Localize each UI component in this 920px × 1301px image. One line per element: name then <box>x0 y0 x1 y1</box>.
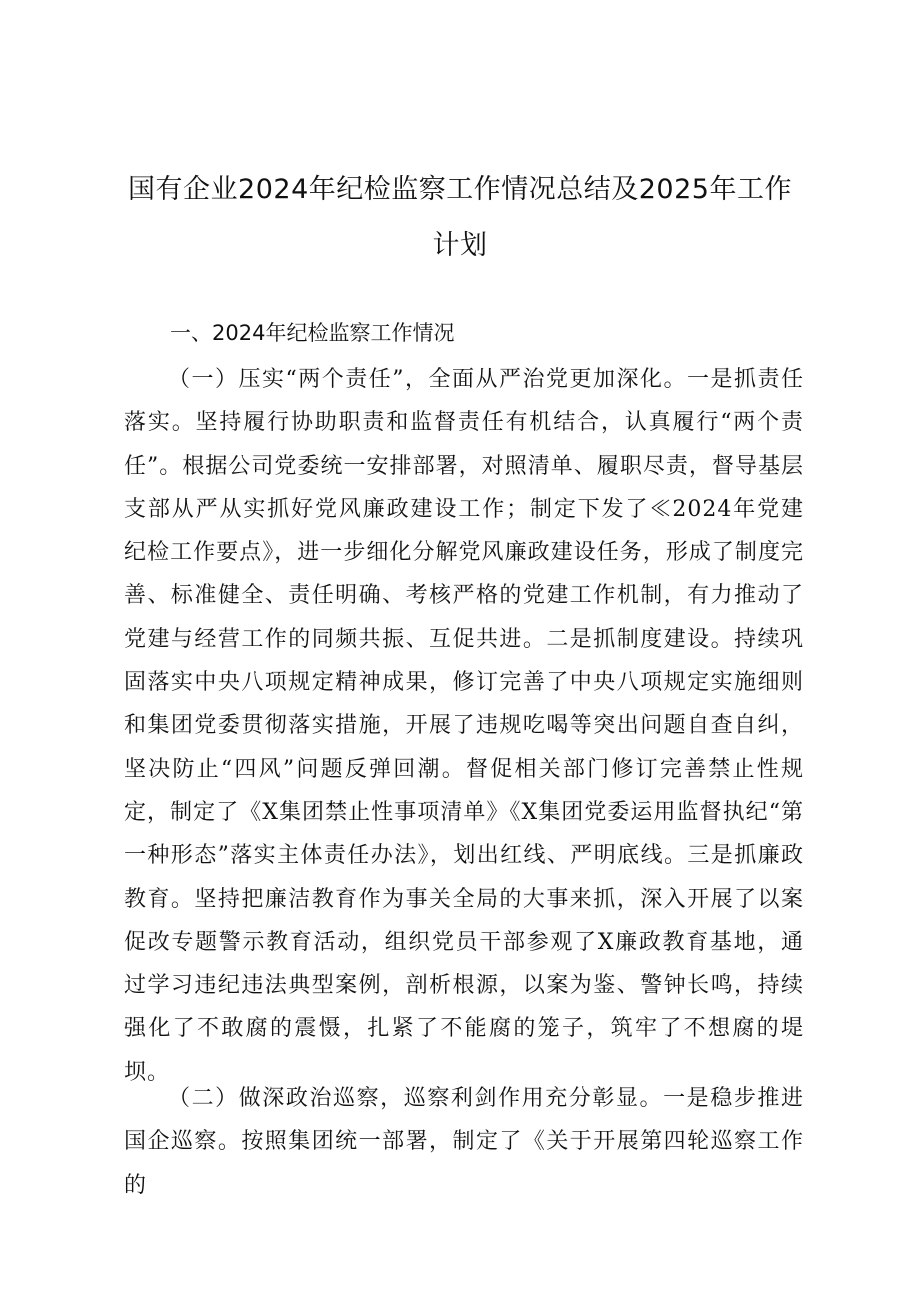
document-title-line-2: 计划 <box>432 230 488 261</box>
document-title-line-1: 国有企业2024年纪检监察工作情况总结及2025年工作 <box>128 174 792 205</box>
section-heading: 一、2024年纪检监察工作情况 <box>170 321 455 345</box>
paragraph-responsibilities: （一）压实“两个责任”，全面从严治党更加深化。一是抓责任落实。坚持履行协助职责和监督责任有机结合，认真履行“两个责任”。根据公司党委统一安排部署，对照清单、履职尽责，督导基层支部从严从实抓好党风廉政建设工作；制定下发了≪2024年党建纪检工作要点》，进一步细化分解党风廉政建设任务，形成了制度完善、标准健全、责任明确、考核严格的党建工作机制，有力推动了党建与经营工作的同频共振、互促共进。二是抓制度建设。持续巩固落实中央八项规定精神成果，修订完善了中央八项规定实施细则和集团党委贯彻落实措施，开展了违规吃喝等突出问题自查自纠，坚决防止“四风”问题反弹回潮。督促相关部门修订完善禁止性规定，制定了《X集团禁止性事项清单》《X集团党委运用监督执纪“第一种形态”落实主体责任办法》，划出红线、严明底线。三是抓廉政教育。坚持把廉洁教育作为事关全局的大事来抓，深入开展了以案促改专题警示教育活动，组织党员干部参观了X廉政教育基地，通过学习违纪违法典型案例，剖析根源，以案为鉴、警钟长鸣，持续强化了不敢腐的震慑，扎紧了不能腐的笼子，筑牢了不想腐的堤坝。 <box>124 367 804 1085</box>
paragraph-inspection: （二）做深政治巡察，巡察利剑作用充分彰显。一是稳步推进国企巡察。按照集团统一部署，制定了《关于开展第四轮巡察工作的 <box>124 1086 804 1198</box>
